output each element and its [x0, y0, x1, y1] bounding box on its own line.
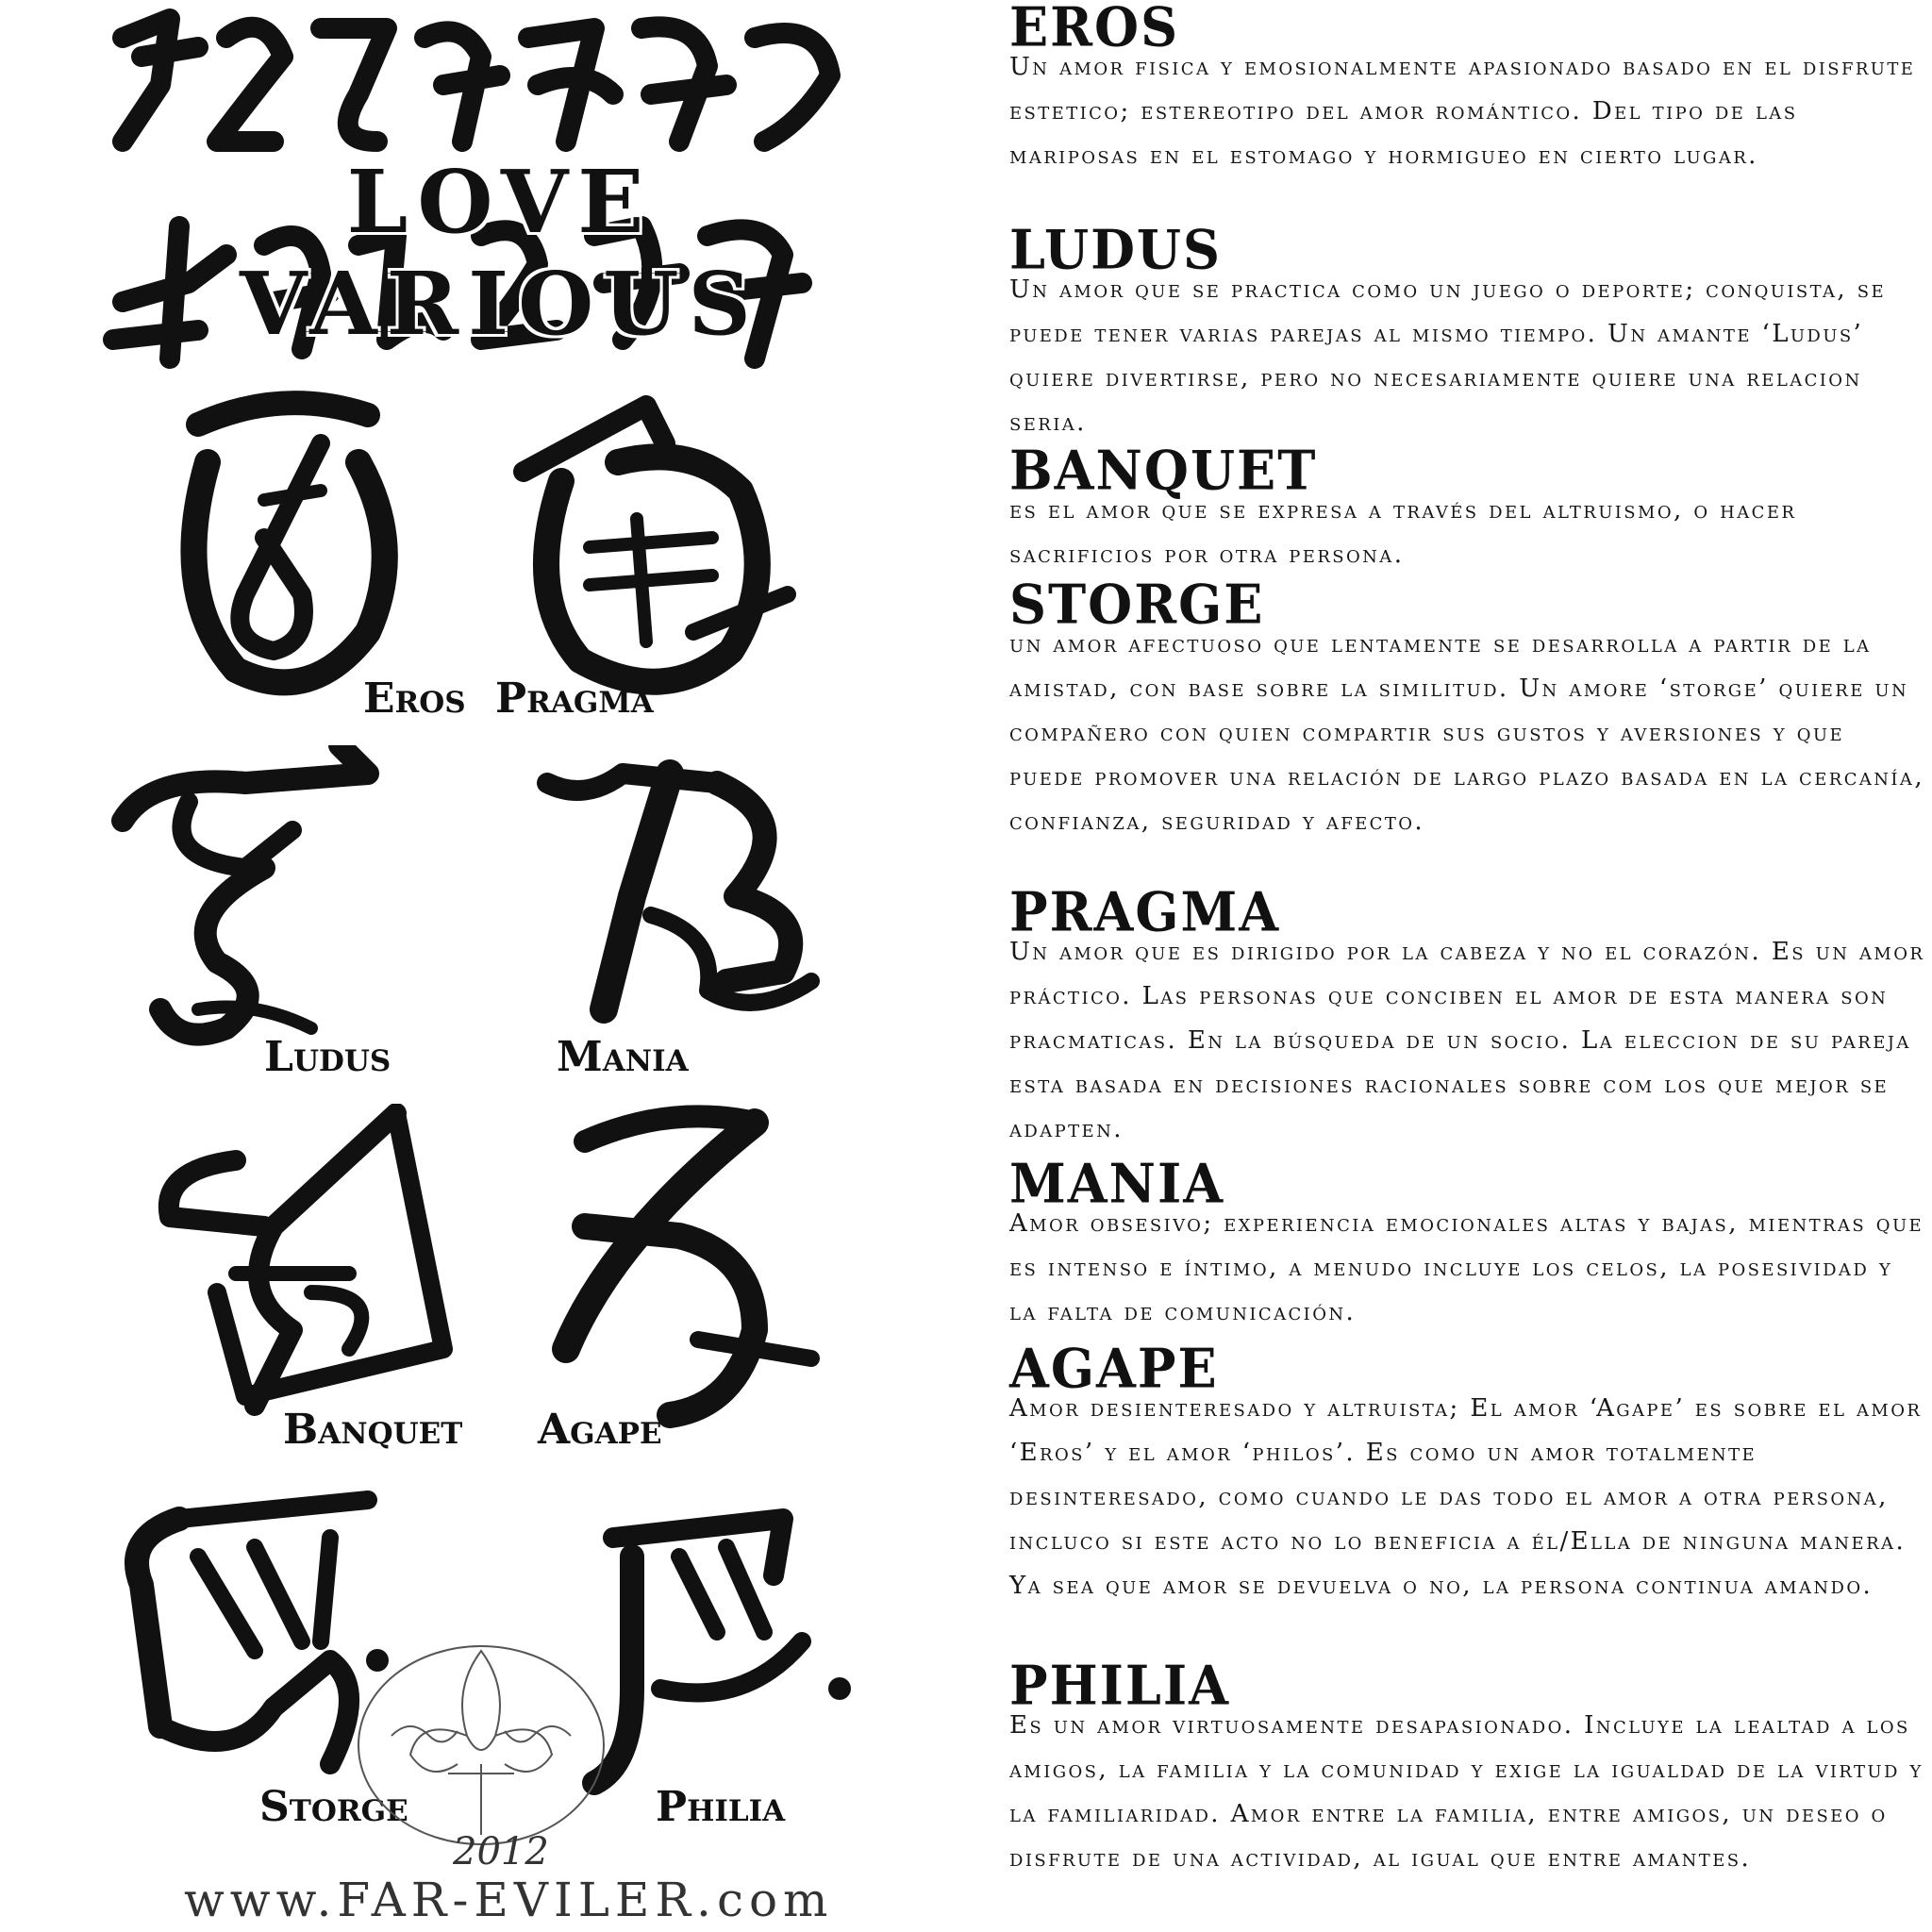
entry-text: es el amor que se expresa a través del altruismo, o hacer sacrificios por otra persona. [1009, 496, 1797, 569]
entry-text: un amor afectuoso que lentamente se desarrolla a partir de la amistad, con base sobre la similitud. Un amore ‘storge’ quiere un compañero con quien compartir sus gustos y aversiones y que puede promover una relación de largo plazo basada en la cercanía, confianza, seguridad y afecto. [1009, 630, 1924, 836]
rune-label-pragma: Pragma [495, 675, 654, 723]
rune-label-banquet: Banquet [283, 1406, 463, 1454]
ludus-rune-icon [104, 745, 396, 1057]
entry-agape [1009, 1336, 1929, 1608]
page-title: LOVE VARIOUS [240, 151, 760, 355]
rune-label-agape: Agape [538, 1406, 662, 1454]
eros-rune-icon [170, 387, 406, 698]
rune-label-philia: Philia [656, 1783, 786, 1831]
entry-banquet [1009, 438, 1929, 577]
entry-title: AGAPE [1009, 1336, 1219, 1400]
philia-rune-icon [575, 1500, 858, 1811]
title-block [85, 0, 915, 377]
rune-label-ludus: Ludus [264, 1033, 391, 1081]
entry-mania [1009, 1151, 1929, 1335]
mania-rune-icon [528, 745, 840, 1057]
entry-title: MANIA [1009, 1151, 1225, 1215]
entry-title: LUDUS [1009, 217, 1223, 281]
entry-title: PRAGMA [1009, 879, 1281, 943]
entry-title: BANQUET [1009, 438, 1318, 502]
rune-label-storge: Storge [259, 1783, 408, 1831]
entry-text: Es un amor virtuosamente desapasionado. Incluye la lealtad a los amigos, la familia y la comunidad y exige la igualdad de la virtud y la familiaridad. Amor entre la familia, entre amigos, un deseo o disfrute de una actividad, al igual que entre amantes. [1009, 1711, 1924, 1873]
entry-ludus [1009, 217, 1929, 445]
definitions-panel [1009, 0, 1932, 1932]
entry-philia [1009, 1653, 1929, 1881]
entry-text: Un amor fisica y emosionalmente apasionado basado en el disfrute estetico; estereotipo del amor romántico. Del tipo de las mariposas en el estomago y hormigueo en cierto lugar. [1009, 53, 1916, 170]
watermark-url: www.FAR-EVILER.com [184, 1873, 834, 1927]
agape-rune-icon [528, 1104, 840, 1443]
entry-storge [1009, 572, 1929, 844]
fleur-de-lis-seal-icon [354, 1632, 608, 1849]
entry-text: Amor obsesivo; experiencia emocionales altas y bajas, mientras que es intenso e íntimo, a menudo incluye los celos, la posesividad y la falta de comunicación. [1009, 1209, 1924, 1326]
entry-title: STORGE [1009, 572, 1265, 636]
entry-title: EROS [1009, 0, 1180, 58]
rune-label-mania: Mania [557, 1033, 689, 1081]
entry-text: Un amor que se practica como un juego o deporte; conquista, se puede tener varias parejas al mismo tiempo. Un amante ‘Ludus’ quiere divertirse, pero no necesariamente quiere una relacion seria. [1009, 275, 1887, 437]
rune-label-eros: Eros [363, 675, 466, 723]
pragma-rune-icon [505, 387, 825, 698]
entry-title: PHILIA [1009, 1653, 1231, 1717]
banquet-rune-icon [142, 1104, 462, 1424]
entry-text: Amor desienteresado y altruista; El amor ‘Agape’ es sobre el amor ‘Eros’ y el amor ‘philos’. Es como un amor totalmente desinteresado, como cuando le das todo el amor a otra persona, incluco si este acto no lo beneficia a él/Ella de ninguna manera. Ya sea que amor se devuelva o no, la persona continua amando. [1009, 1394, 1923, 1600]
entry-pragma [1009, 879, 1929, 1152]
entry-eros [1009, 0, 1929, 178]
entry-text: Un amor que es dirigido por la cabeza y no el corazón. Es un amor práctico. Las personas que conciben el amor de esta manera son pracmaticas. En la búsqueda de un socio. La eleccion de su pareja esta basada en decisiones racionales sobre com los que mejor se adapten. [1009, 938, 1925, 1143]
signature-year: 2012 [453, 1830, 549, 1874]
